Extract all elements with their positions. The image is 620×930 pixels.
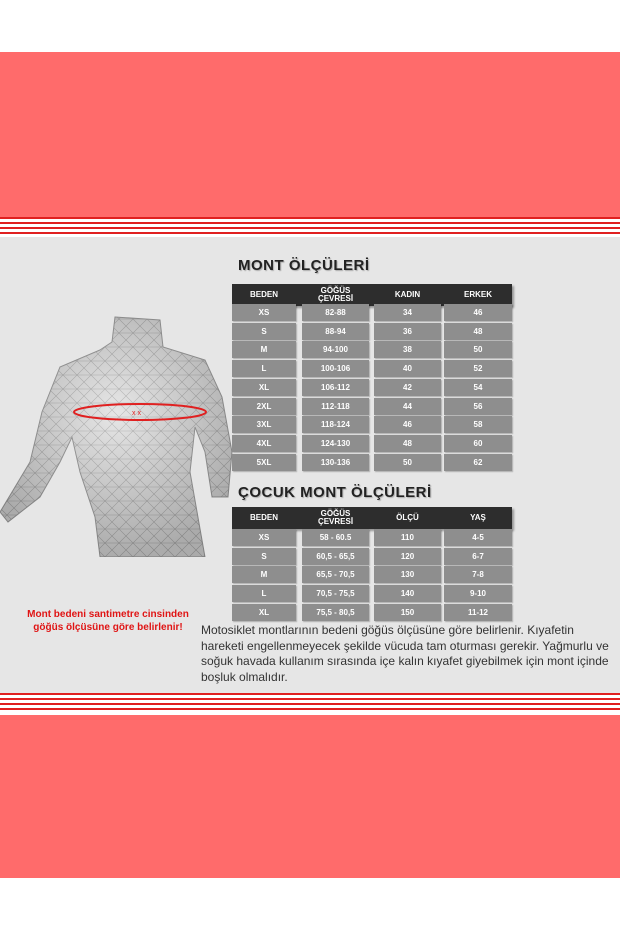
cocuk-table-cell: 150 xyxy=(374,604,441,621)
cocuk-table-cell: 60,5 - 65,5 xyxy=(302,548,369,565)
mannequin-torso-icon xyxy=(0,312,235,557)
mont-table-cell: 130-136 xyxy=(302,454,369,471)
cocuk-table-cell: 110 xyxy=(374,529,441,546)
cocuk-table-cell: 11-12 xyxy=(444,604,512,621)
mont-header-cell: BEDEN xyxy=(249,290,278,299)
mont-table-cell: 4XL xyxy=(232,435,296,452)
note-line-2: göğüs ölçüsüne göre belirlenir! xyxy=(33,622,183,633)
mont-table-cell: 42 xyxy=(374,379,441,396)
cocuk-header-cell: GÖĞÜS ÇEVRESİ xyxy=(317,509,354,526)
mont-table-cell: 58 xyxy=(444,416,512,433)
mont-table-cell: 40 xyxy=(374,360,441,377)
mont-table-cell: 52 xyxy=(444,360,512,377)
bottom-stripes xyxy=(0,693,620,713)
mont-table-cell: 124-130 xyxy=(302,435,369,452)
chest-marker: x x xyxy=(132,410,141,417)
mont-table-cell: 62 xyxy=(444,454,512,471)
measurement-note xyxy=(18,608,198,634)
cocuk-table-cell: 7-8 xyxy=(444,566,512,583)
mont-table-cell: 34 xyxy=(374,304,441,321)
mont-table-cell: 48 xyxy=(444,323,512,340)
cocuk-header-cell: ÖLÇÜ xyxy=(396,513,419,522)
mont-header-cell: ERKEK xyxy=(463,290,492,299)
mont-table-cell: 44 xyxy=(374,398,441,415)
cocuk-table-cell: 9-10 xyxy=(444,585,512,602)
mont-table-cell: 112-118 xyxy=(302,398,369,415)
cocuk-table-cell: XS xyxy=(232,529,296,546)
mont-table-cell: 50 xyxy=(374,454,441,471)
mont-table-cell: 46 xyxy=(374,416,441,433)
mont-table-cell: XS xyxy=(232,304,296,321)
mont-table-cell: 88-94 xyxy=(302,323,369,340)
mont-table-cell: 54 xyxy=(444,379,512,396)
mont-table-cell: 46 xyxy=(444,304,512,321)
mont-table-cell: 56 xyxy=(444,398,512,415)
mont-table-cell: 2XL xyxy=(232,398,296,415)
bottom-banner xyxy=(0,715,620,878)
cocuk-table-cell: 140 xyxy=(374,585,441,602)
mont-table-cell: 100-106 xyxy=(302,360,369,377)
cocuk-header-cell: BEDEN xyxy=(249,513,278,522)
mont-table-cell: 118-124 xyxy=(302,416,369,433)
cocuk-table-cell: L xyxy=(232,585,296,602)
cocuk-table-cell: 6-7 xyxy=(444,548,512,565)
cocuk-title: ÇOCUK MONT ÖLÇÜLERİ xyxy=(238,484,432,501)
cocuk-table-cell: 65,5 - 70,5 xyxy=(302,566,369,583)
mont-header-cell: GÖĞÜS ÇEVRESİ xyxy=(317,286,354,303)
mont-table-cell: 3XL xyxy=(232,416,296,433)
cocuk-table-cell: 130 xyxy=(374,566,441,583)
cocuk-table-cell: 75,5 - 80,5 xyxy=(302,604,369,621)
description-text: Motosiklet montlarının bedeni göğüs ölçüsüne göre belirlenir. Kıyafetin hareketi engellenmeyecek şekilde vücuda tam oturması gerekir. Yağmurlu ve soğuk havada kullanım sırasında içe kalın kıyafet giyebilmek için mont içinde boşluk olmalıdır. xyxy=(201,623,609,684)
top-banner xyxy=(0,52,620,217)
top-stripes xyxy=(0,217,620,237)
mont-table-cell: 82-88 xyxy=(302,304,369,321)
cocuk-table-cell: M xyxy=(232,566,296,583)
mont-table-cell: 38 xyxy=(374,341,441,358)
cocuk-table-cell: S xyxy=(232,548,296,565)
mont-title: MONT ÖLÇÜLERİ xyxy=(238,257,370,274)
cocuk-table-cell: 58 - 60.5 xyxy=(302,529,369,546)
mont-table-cell: S xyxy=(232,323,296,340)
mont-table-cell: 94-100 xyxy=(302,341,369,358)
mont-table-cell: 60 xyxy=(444,435,512,452)
mont-table-cell: 48 xyxy=(374,435,441,452)
note-line-1: Mont bedeni santimetre cinsinden xyxy=(27,609,189,620)
mont-table-cell: 5XL xyxy=(232,454,296,471)
cocuk-table-cell: XL xyxy=(232,604,296,621)
mont-table-cell: XL xyxy=(232,379,296,396)
mont-table-cell: L xyxy=(232,360,296,377)
mont-table-cell: 106-112 xyxy=(302,379,369,396)
cocuk-table-cell: 70,5 - 75,5 xyxy=(302,585,369,602)
mont-header-cell: KADIN xyxy=(394,290,421,299)
mont-table-cell: 50 xyxy=(444,341,512,358)
mont-table-cell: 36 xyxy=(374,323,441,340)
cocuk-header-cell: YAŞ xyxy=(470,513,486,522)
cocuk-table-cell: 120 xyxy=(374,548,441,565)
cocuk-table-cell: 4-5 xyxy=(444,529,512,546)
mont-table-cell: M xyxy=(232,341,296,358)
